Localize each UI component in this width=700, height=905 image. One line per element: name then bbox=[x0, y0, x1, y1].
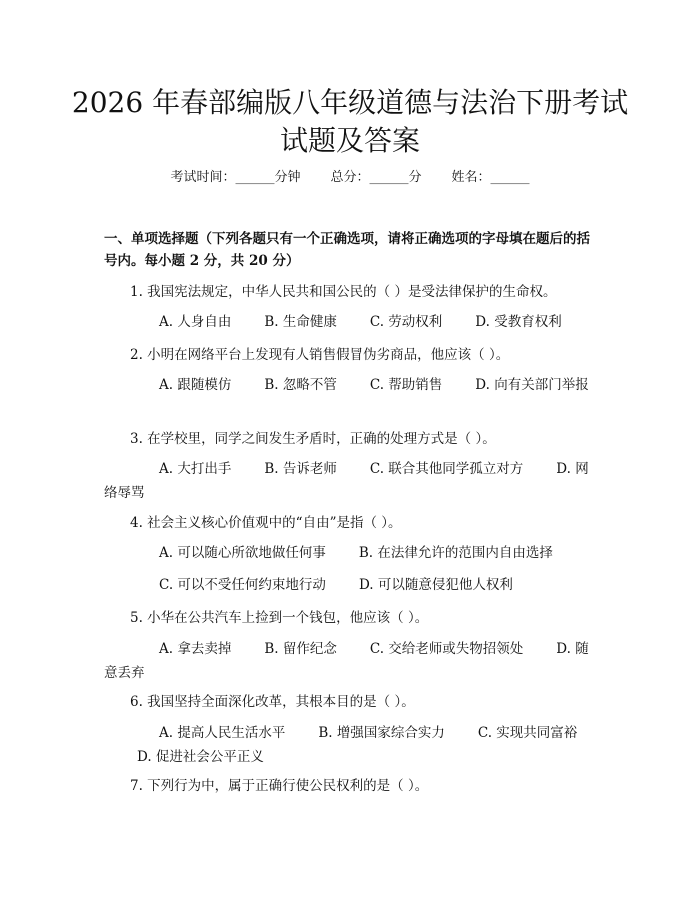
option: B. 告诉老师 bbox=[264, 461, 337, 477]
question-stem: 6. 我国坚持全面深化改革，其根本目的是（ ）。 bbox=[130, 694, 415, 710]
title-line-1: 2026 年春部编版八年级道德与法治下册考试 bbox=[71, 86, 629, 119]
option: A. 拿去卖掉 bbox=[159, 641, 232, 657]
title-line-2: 试题及答案 bbox=[279, 124, 420, 157]
option: C. 劳动权利 bbox=[369, 314, 443, 330]
question-stem: 5. 小华在公共汽车上捡到一个钱包，他应该（ ）。 bbox=[130, 610, 429, 626]
question-stem: 7. 下列行为中，属于正确行使公民权利的是（ ）。 bbox=[130, 778, 429, 794]
question-options bbox=[104, 637, 594, 685]
option: C. 联合其他同学孤立对方 bbox=[369, 461, 524, 477]
option: A. 大打出手 bbox=[159, 461, 232, 477]
option: A. 可以随心所欲地做任何事 bbox=[159, 545, 326, 561]
option: A. 提高人民生活水平 bbox=[159, 725, 286, 741]
exam-time: 考试时间：______分钟 bbox=[170, 170, 301, 185]
option: C. 可以不受任何约束地行动 bbox=[159, 577, 326, 593]
option: C. 交给老师或失物招领处 bbox=[369, 641, 524, 657]
option: B. 生命健康 bbox=[264, 314, 337, 330]
question-options bbox=[104, 310, 594, 334]
option: D. 促进社会公平正义 bbox=[137, 749, 264, 765]
page-title bbox=[0, 84, 700, 160]
option: D. 可以随意侵犯他人权利 bbox=[358, 577, 513, 593]
student-name: 姓名：______ bbox=[451, 170, 530, 185]
option: D. 随意丢弃 bbox=[104, 641, 589, 681]
question-options bbox=[104, 373, 594, 397]
option: C. 实现共同富裕 bbox=[477, 725, 578, 741]
option: C. 帮助销售 bbox=[369, 377, 443, 393]
option: D. 向有关部门举报 bbox=[475, 377, 589, 393]
option: D. 受教育权利 bbox=[475, 314, 562, 330]
option: B. 忽略不管 bbox=[264, 377, 337, 393]
option: B. 增强国家综合实力 bbox=[318, 725, 445, 741]
question-stem: 1. 我国宪法规定，中华人民共和国公民的（ ）是受法律保护的生命权。 bbox=[130, 284, 557, 300]
question-options bbox=[104, 541, 594, 597]
question-options bbox=[104, 721, 594, 769]
question-stem: 4. 社会主义核心价值观中的“自由”是指（ ）。 bbox=[130, 515, 402, 531]
option: B. 留作纪念 bbox=[264, 641, 337, 657]
option: D. 网络辱骂 bbox=[104, 461, 589, 501]
exam-meta bbox=[0, 168, 700, 188]
section-heading: 一、单项选择题（下列各题只有一个正确选项，请将正确选项的字母填在题后的括号内。每小题 2 分，共 20 分） bbox=[104, 231, 590, 269]
option: A. 跟随模仿 bbox=[159, 377, 232, 393]
question-stem: 2. 小明在网络平台上发现有人销售假冒伪劣商品，他应该（ ）。 bbox=[130, 347, 510, 363]
option: B. 在法律允许的范围内自由选择 bbox=[358, 545, 553, 561]
total-score: 总分：______分 bbox=[330, 170, 422, 185]
option: A. 人身自由 bbox=[159, 314, 232, 330]
question-stem: 3. 在学校里，同学之间发生矛盾时，正确的处理方式是（ ）。 bbox=[130, 431, 496, 447]
question-options bbox=[104, 457, 594, 505]
